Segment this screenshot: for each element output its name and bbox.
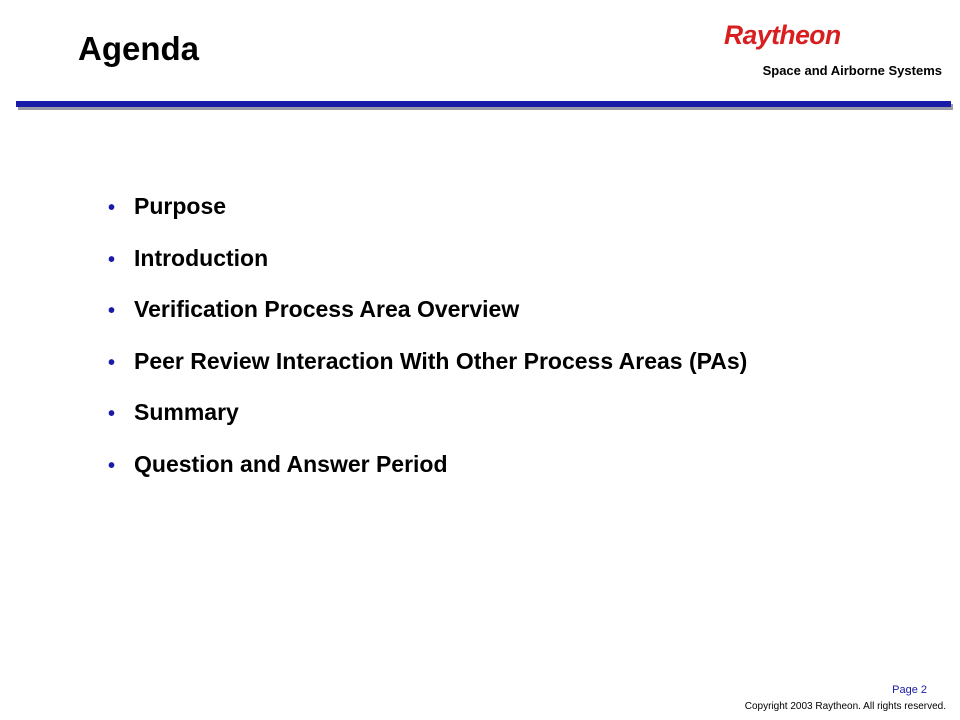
division-name: Space and Airborne Systems: [762, 63, 942, 78]
agenda-item: [108, 245, 747, 297]
bullet-icon: •: [108, 248, 116, 271]
agenda-item-label: Question and Answer Period: [134, 450, 448, 477]
agenda-item-label: Summary: [134, 399, 239, 425]
bullet-icon: •: [108, 403, 116, 425]
bullet-icon: •: [108, 351, 116, 374]
agenda-item: [108, 451, 747, 503]
bullet-icon: •: [108, 300, 116, 322]
bullet-icon: •: [108, 197, 116, 219]
agenda-item-label: Purpose: [134, 193, 227, 219]
slide-title: Agenda: [78, 30, 200, 67]
agenda-item: [108, 193, 747, 245]
header-divider: [16, 101, 951, 107]
agenda-list: [108, 193, 747, 502]
agenda-item: [108, 348, 747, 400]
agenda-item-label: Introduction: [134, 244, 269, 271]
copyright-notice: Copyright 2003 Raytheon. All rights reserved.: [744, 701, 946, 712]
agenda-item: [108, 399, 747, 451]
agenda-item-label: Peer Review Interaction With Other Process Areas (PAs): [134, 347, 748, 374]
bullet-icon: •: [108, 454, 116, 477]
agenda-item-label: Verification Process Area Overview: [134, 296, 520, 322]
raytheon-logo: Raytheon: [724, 20, 841, 50]
page-number: Page 2: [892, 684, 927, 696]
agenda-item: [108, 296, 747, 348]
